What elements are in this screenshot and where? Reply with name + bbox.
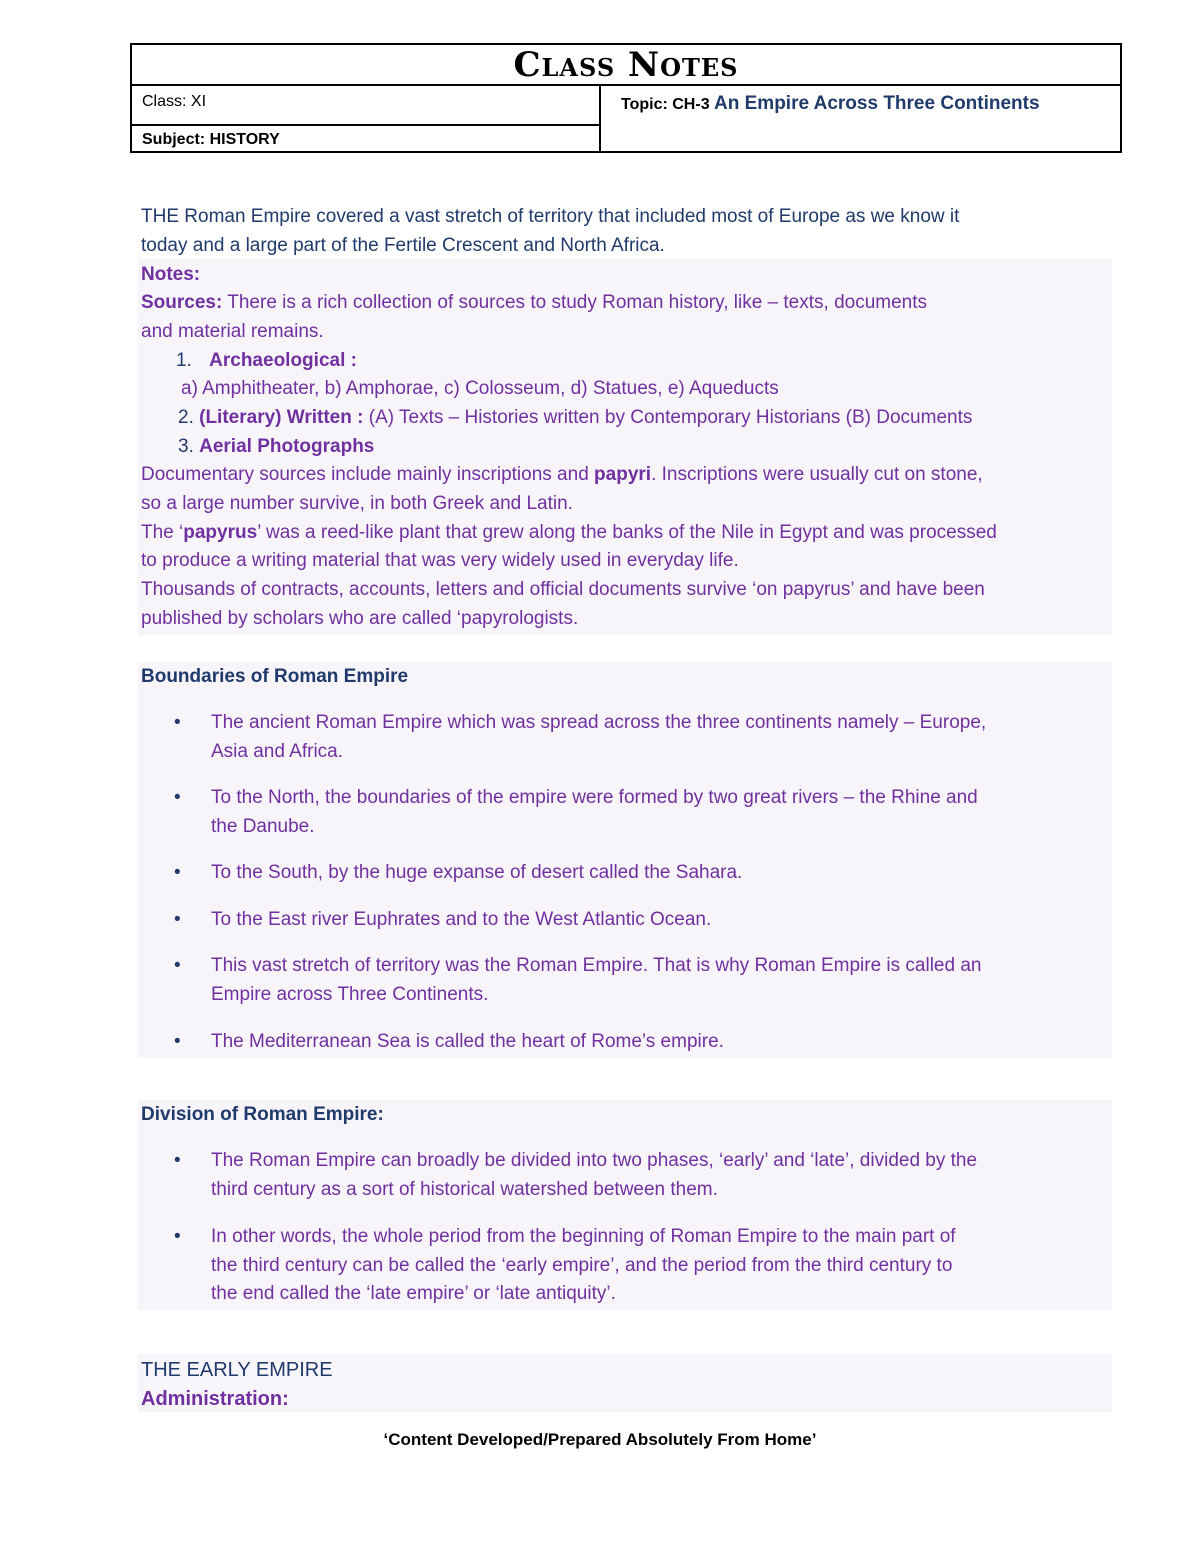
boundary-item-3: To the South, by the huge expanse of desert called the Sahara. [211, 862, 743, 883]
papyrus-text-c: ’ was a reed-like plant that grew along the banks of the Nile in Egypt and was processed [257, 522, 997, 543]
division-item-2-line-3: the end called the ‘late empire’ or ‘late antiquity’. [211, 1283, 616, 1304]
sources-line-2: and material remains. [141, 321, 324, 342]
source-item-2-number: 2. [178, 407, 200, 428]
topic-name: An Empire Across Three Continents [714, 93, 1040, 114]
class-label: Class: XI [132, 86, 599, 126]
source-item-3 [178, 433, 1153, 462]
division-heading: Division of Roman Empire: [141, 1104, 384, 1125]
sources-text: There is a rich collection of sources to study Roman history, like – texts, documents [222, 292, 928, 313]
thousands-line-1: Thousands of contracts, accounts, letters and official documents survive ‘on papyrus’ and have been [141, 579, 985, 600]
intro-line-1: THE Roman Empire covered a vast stretch of territory that included most of Europe as we know it [141, 206, 960, 227]
page-footer: ‘Content Developed/Prepared Absolutely From Home’ [383, 1430, 817, 1449]
source-item-1-number: 1. [176, 350, 192, 371]
division-item-1-line-2: third century as a sort of historical watershed between them. [211, 1179, 718, 1200]
topic-cell [601, 86, 1120, 151]
header-left-column [132, 86, 601, 151]
bullet-icon: • [174, 955, 181, 976]
division-item-2-line-1: In other words, the whole period from the beginning of Roman Empire to the main part of [211, 1226, 956, 1247]
boundary-item-5-line-1: This vast stretch of territory was the Roman Empire. That is why Roman Empire is called an [211, 955, 982, 976]
boundaries-heading: Boundaries of Roman Empire [141, 666, 409, 687]
documentary-text-c: . Inscriptions were usually cut on stone, [651, 464, 983, 485]
bullet-icon: • [174, 712, 181, 733]
papyrus-text-a: The ‘ [141, 522, 184, 543]
header-table [130, 43, 1122, 153]
source-item-1-label: Archaeological : [209, 350, 357, 371]
bullet-icon: • [174, 1150, 181, 1171]
boundary-item-1-line-1: The ancient Roman Empire which was spread across the three continents namely – Europe, [211, 712, 987, 733]
boundary-item-2-line-1: To the North, the boundaries of the empire were formed by two great rivers – the Rhine and [211, 787, 978, 808]
source-item-3-number: 3. [178, 436, 200, 457]
source-item-3-label: Aerial Photographs [199, 436, 375, 457]
bullet-icon: • [174, 787, 181, 808]
bullet-icon: • [174, 1031, 181, 1052]
notes-heading: Notes: [141, 264, 201, 285]
bullet-icon: • [174, 862, 181, 883]
source-item-2 [178, 404, 1153, 433]
source-item-2-label: (Literary) Written : [199, 407, 364, 428]
intro-line-2: today and a large part of the Fertile Crescent and North Africa. [141, 235, 665, 256]
early-empire-heading: THE EARLY EMPIRE [141, 1359, 333, 1381]
sources-label: Sources: [141, 292, 223, 313]
administration-heading: Administration: [141, 1388, 289, 1410]
bullet-icon: • [174, 1226, 181, 1247]
boundary-item-4: To the East river Euphrates and to the West Atlantic Ocean. [211, 909, 712, 930]
subject-label: Subject: HISTORY [142, 131, 280, 148]
source-item-2-detail: (A) Texts – Histories written by Contemporary Historians (B) Documents [363, 407, 973, 428]
sources-line-1 [141, 289, 1116, 318]
documentary-papyri: papyri [594, 464, 652, 485]
page-title: Class Notes [513, 45, 739, 85]
source-item-1-detail: a) Amphitheater, b) Amphorae, c) Colosseum, d) Statues, e) Aqueducts [181, 378, 779, 399]
division-item-1-line-1: The Roman Empire can broadly be divided into two phases, ‘early’ and ‘late’, divided by the [211, 1150, 978, 1171]
source-item-1 [176, 347, 1151, 376]
topic-prefix: Topic: CH-3 [621, 96, 715, 113]
division-item-2-line-2: the third century can be called the ‘early empire’, and the period from the third century to [211, 1255, 953, 1276]
documentary-line-1 [141, 461, 1116, 490]
papyrus-line-1 [141, 519, 1116, 548]
boundary-item-2-line-2: the Danube. [211, 816, 315, 837]
papyrus-line-2: to produce a writing material that was very widely used in everyday life. [141, 550, 739, 571]
thousands-line-2: published by scholars who are called ‘papyrologists. [141, 608, 579, 629]
title-row [132, 45, 1120, 86]
documentary-line-2: so a large number survive, in both Greek and Latin. [141, 493, 573, 514]
papyrus-word: papyrus [183, 522, 258, 543]
documentary-text-a: Documentary sources include mainly inscriptions and [141, 464, 595, 485]
boundary-item-5-line-2: Empire across Three Continents. [211, 984, 489, 1005]
bullet-icon: • [174, 909, 181, 930]
boundary-item-1-line-2: Asia and Africa. [211, 741, 344, 762]
boundary-item-6: The Mediterranean Sea is called the heart of Rome’s empire. [211, 1031, 724, 1052]
